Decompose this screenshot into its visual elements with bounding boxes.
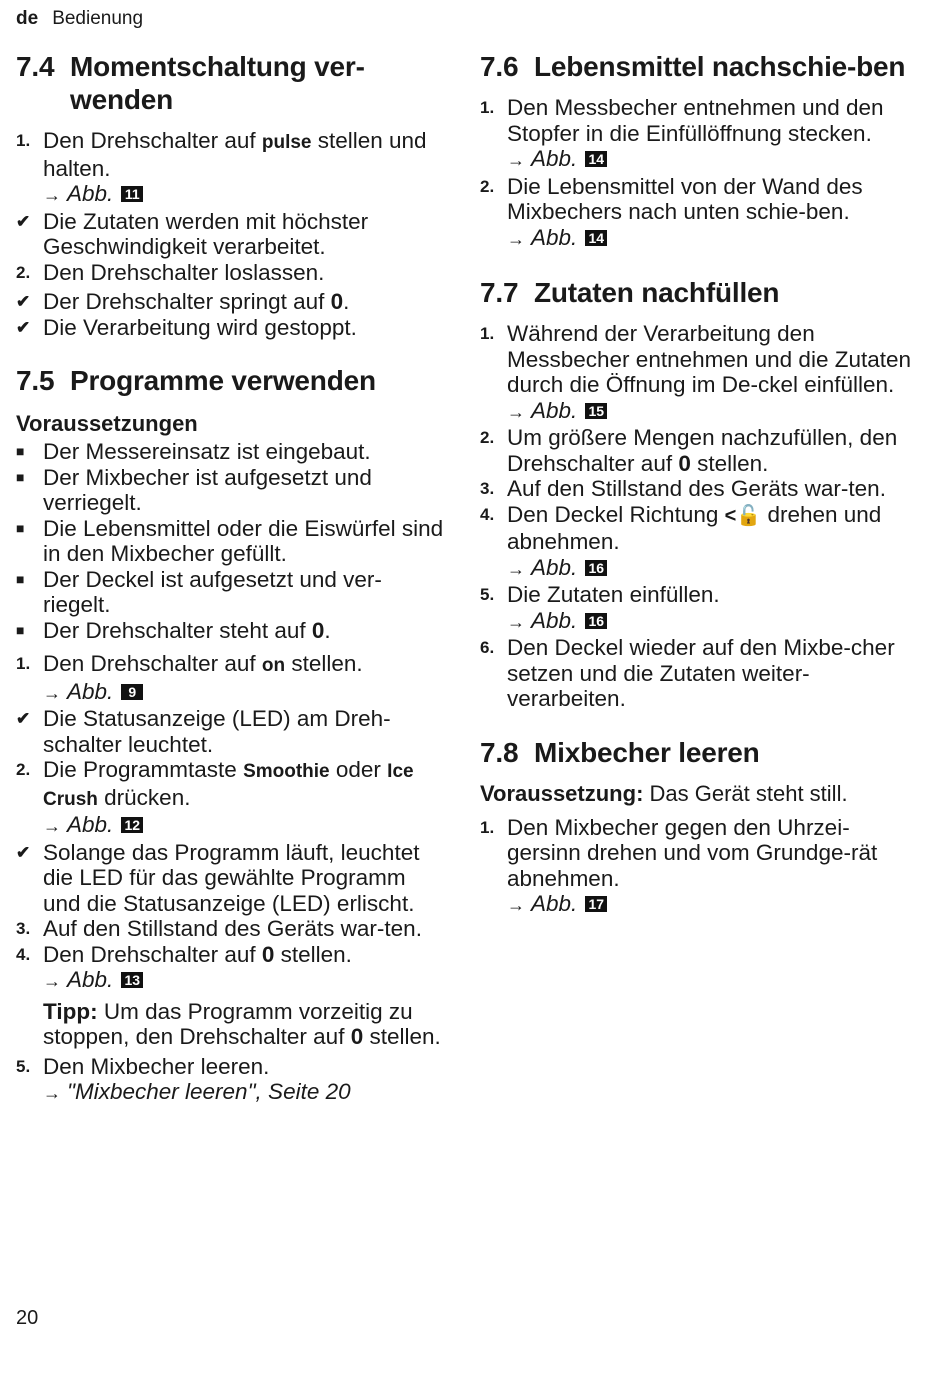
arrow-right-icon: →	[43, 185, 61, 205]
step-6: 6. Den Deckel wieder auf den Mixbe-cher setzen und die Zutaten weiter-verarbeiten.	[480, 635, 895, 711]
step-2: 2. Die Lebensmittel von der Wand des Mixbechers nach unten schie-ben. → Abb. 14	[480, 174, 920, 253]
step-2: 2. Den Drehschalter loslassen.	[16, 259, 325, 285]
figure-number-badge: 14	[585, 230, 607, 246]
bullet-square-icon: ■	[16, 621, 25, 638]
arrow-right-icon: →	[507, 558, 525, 579]
section-heading: 7.7 Zutaten nachfüllen	[480, 277, 780, 308]
section-heading: 7.4 Momentschaltung ver-wenden	[16, 51, 365, 115]
result-2: ✔ Solange das Programm läuft, leuchtet die LED für das gewählte Programm und die Statusanzeige (LED) erlischt.	[16, 839, 420, 916]
prerequisite-item: ■ Der Messereinsatz ist eingebaut.	[16, 439, 371, 464]
arrow-right-icon: →	[507, 895, 525, 915]
figure-ref: → Abb. 9	[43, 679, 446, 707]
step-3: 3. Auf den Stillstand des Geräts war-ten.	[480, 476, 886, 501]
figure-ref: → Abb. 11	[43, 181, 446, 209]
figure-number-badge: 12	[121, 817, 143, 833]
figure-number-badge: 17	[585, 896, 607, 912]
figure-ref: → Abb. 14	[507, 146, 920, 174]
unlock-direction-icon: <🔓	[724, 504, 762, 527]
figure-number-badge: 15	[585, 403, 607, 419]
step-1: 1. Den Messbecher entnehmen und den Stopfer in die Einfüllöffnung stecken. → Abb. 14	[480, 95, 920, 174]
section-7-7	[480, 276, 920, 712]
arrow-right-icon: →	[43, 816, 61, 836]
checkmark-icon: ✔	[16, 842, 31, 862]
prerequisites-title: Voraussetzungen	[16, 411, 198, 436]
arrow-right-icon: →	[43, 971, 61, 991]
section-heading: 7.6 Lebensmittel nachschie-ben	[480, 51, 906, 82]
arrow-right-icon: →	[507, 401, 525, 422]
step-1: 1. Während der Verarbeitung den Messbecher entnehmen und die Zutaten durch die Öffnung im De-ckel einfüllen. → Abb. 15	[480, 321, 920, 425]
figure-ref: → Abb. 16	[507, 555, 920, 583]
checkmark-icon: ✔	[16, 317, 31, 337]
section-7-6	[480, 50, 920, 252]
figure-ref: → Abb. 15	[507, 398, 920, 426]
section-heading: 7.5 Programme verwenden	[16, 365, 376, 396]
step-5: 5. Die Zutaten einfüllen. → Abb. 16	[480, 582, 920, 635]
section-7-8	[480, 736, 920, 919]
checkmark-icon: ✔	[16, 292, 31, 311]
bullet-square-icon: ■	[16, 570, 25, 587]
prerequisite-item: ■ Die Lebensmittel oder die Eiswürfel sind in den Mixbecher gefüllt.	[16, 515, 444, 566]
bullet-square-icon: ■	[16, 468, 25, 485]
step-1: 1. Den Drehschalter auf on stellen. → Abb. 9	[16, 651, 446, 706]
section-7-4	[16, 50, 446, 340]
figure-ref: → Abb. 13	[43, 967, 446, 995]
figure-number-badge: 9	[121, 684, 143, 700]
step-4: 4. Den Drehschalter auf 0 stellen. → Abb. 13	[16, 942, 446, 995]
figure-number-badge: 16	[585, 560, 607, 576]
figure-ref: → Abb. 16	[507, 608, 920, 636]
prerequisite-item: ■ Der Deckel ist aufgesetzt und ver-riegelt.	[16, 566, 382, 617]
section-heading: 7.8 Mixbecher leeren	[480, 736, 760, 768]
result-1: ✔ Die Zutaten werden mit höchster Geschwindigkeit verarbeitet.	[16, 208, 369, 259]
left-column	[16, 50, 446, 1131]
page-number: 20	[16, 1307, 39, 1329]
bullet-square-icon: ■	[16, 519, 25, 536]
tip-note: Tipp: Um das Programm vorzeitig zu stoppen, den Drehschalter auf 0 stellen.	[43, 998, 441, 1049]
checkmark-icon: ✔	[16, 211, 31, 231]
checkmark-icon: ✔	[16, 709, 31, 728]
step-3: 3. Auf den Stillstand des Geräts war-ten.	[16, 916, 422, 941]
result-1: ✔ Die Statusanzeige (LED) am Dreh-schalter leuchtet.	[16, 706, 391, 757]
figure-ref: → Abb. 14	[507, 225, 920, 253]
result-2: ✔ Der Drehschalter springt auf 0.	[16, 289, 350, 314]
result-3: ✔ Die Verarbeitung wird gestoppt.	[16, 314, 357, 340]
arrow-right-icon: →	[507, 611, 525, 632]
section-7-5	[16, 364, 446, 1107]
prerequisite-item: ■ Der Mixbecher ist aufgesetzt und verriegelt.	[16, 464, 372, 515]
figure-ref: → Abb. 12	[43, 812, 446, 840]
page-header	[16, 8, 143, 30]
right-column	[480, 50, 920, 943]
figure-number-badge: 16	[585, 613, 607, 629]
step-2: 2. Die Programmtaste Smoothie oder Ice Crush drücken. → Abb. 12	[16, 757, 446, 840]
step-5: 5. Den Mixbecher leeren. → "Mixbecher leeren", Seite 20	[16, 1054, 446, 1107]
figure-ref: → Abb. 17	[507, 891, 920, 919]
figure-number-badge: 13	[121, 972, 143, 988]
arrow-right-icon: →	[43, 682, 61, 703]
figure-number-badge: 14	[585, 151, 607, 167]
arrow-right-icon: →	[43, 1083, 61, 1103]
step-4: 4. Den Deckel Richtung <🔓 drehen und abnehmen. → Abb. 16	[480, 502, 920, 583]
prerequisite-item: ■ Der Drehschalter steht auf 0.	[16, 617, 331, 643]
bullet-square-icon: ■	[16, 443, 25, 459]
language-code: de	[16, 8, 39, 29]
arrow-right-icon: →	[507, 228, 525, 249]
figure-number-badge: 11	[121, 186, 143, 202]
cross-reference-link[interactable]: → "Mixbecher leeren", Seite 20	[43, 1079, 351, 1104]
prerequisite-line: Voraussetzung: Das Gerät steht still.	[480, 780, 848, 806]
arrow-right-icon: →	[507, 150, 525, 170]
step-1: 1. Den Mixbecher gegen den Uhrzei-gersinn drehen und vom Grundge-rät abnehmen. → Abb. 17	[480, 815, 920, 919]
step-2: 2. Um größere Mengen nachzufüllen, den Drehschalter auf 0 stellen.	[480, 425, 898, 476]
step-1: 1. Den Drehschalter auf pulse stellen und halten. → Abb. 11	[16, 128, 446, 209]
chapter-name: Bedienung	[52, 8, 144, 29]
